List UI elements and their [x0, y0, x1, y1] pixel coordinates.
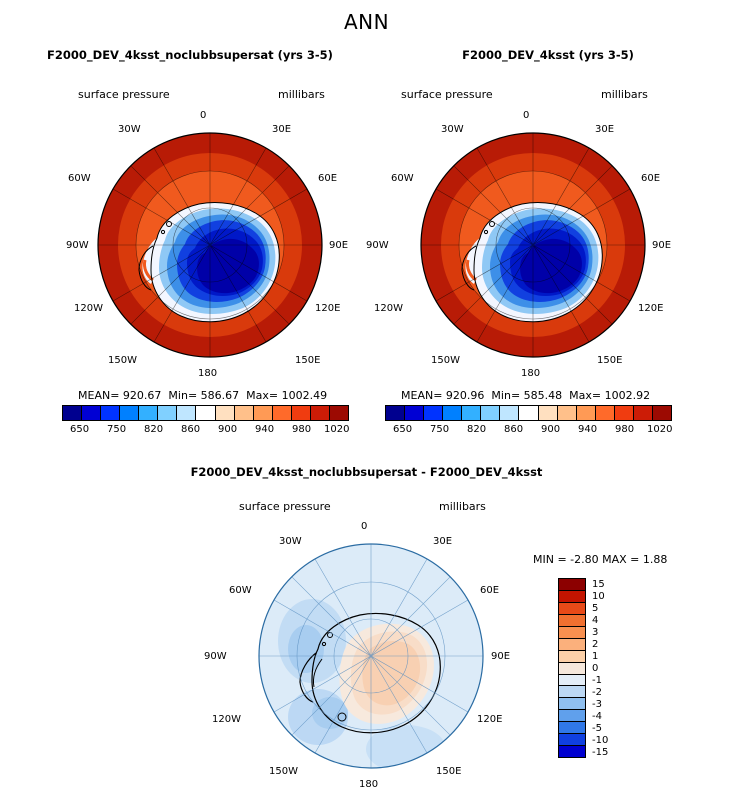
- colorbar-swatch: [558, 590, 586, 602]
- panel-1-lon-150W: 150W: [108, 355, 137, 366]
- panel-2-stats: [401, 389, 650, 402]
- colorbar-swatch: [538, 405, 557, 421]
- colorbar-swatch: [100, 405, 119, 421]
- diff-lon-120E: 120E: [477, 714, 503, 725]
- panel-2-lon-30W: 30W: [441, 124, 464, 135]
- diff-panel-stats: MIN = -2.80 MAX = 1.88: [533, 553, 668, 566]
- diff-panel-map[interactable]: [256, 531, 486, 781]
- tick-label: 650: [70, 424, 90, 435]
- panel-2-colorbar[interactable]: [385, 405, 672, 421]
- diff-right-label: millibars: [439, 500, 486, 513]
- colorbar-swatch: [558, 733, 586, 745]
- tick-label: 5: [592, 602, 599, 614]
- tick-label: 1: [592, 650, 599, 662]
- tick-label: 0: [592, 662, 599, 674]
- panel-2-max-label: Max=: [569, 389, 602, 402]
- diff-lon-120W: 120W: [212, 714, 241, 725]
- tick-label: 10: [592, 590, 605, 602]
- colorbar-swatch: [385, 405, 404, 421]
- panel-1-lon-120W: 120W: [74, 303, 103, 314]
- tick-label: -3: [592, 698, 602, 710]
- tick-label: 940: [578, 424, 598, 435]
- colorbar-swatch: [138, 405, 157, 421]
- panel-1-lon-30E: 30E: [272, 124, 292, 135]
- colorbar-swatch: [480, 405, 499, 421]
- panel-1-colorbar[interactable]: [62, 405, 349, 421]
- colorbar-swatch: [234, 405, 253, 421]
- tick-label: 4: [592, 614, 599, 626]
- colorbar-swatch: [329, 405, 349, 421]
- colorbar-swatch: [595, 405, 614, 421]
- panel-1-lon-120E: 120E: [315, 303, 341, 314]
- colorbar-swatch: [423, 405, 442, 421]
- colorbar-swatch: [558, 614, 586, 626]
- colorbar-swatch: [215, 405, 234, 421]
- tick-label: -1: [592, 674, 602, 686]
- panel-1-lon-60W: 60W: [68, 173, 91, 184]
- colorbar-swatch: [558, 662, 586, 674]
- colorbar-swatch: [558, 578, 586, 590]
- tick-label: -15: [592, 746, 609, 758]
- colorbar-swatch: [558, 626, 586, 638]
- panel-2-map[interactable]: [418, 120, 648, 370]
- colorbar-swatch: [157, 405, 176, 421]
- panel-1-max-label: Max=: [246, 389, 279, 402]
- panel-2-lon-120W: 120W: [374, 303, 403, 314]
- panel-1-min-value: 586.67: [200, 389, 240, 402]
- panel-2-lon-0: 0: [523, 110, 530, 121]
- tick-label: 2: [592, 638, 599, 650]
- panel-2-lon-120E: 120E: [638, 303, 664, 314]
- diff-lon-90W: 90W: [204, 651, 227, 662]
- tick-label: 900: [541, 424, 561, 435]
- diff-left-label: surface pressure: [239, 500, 331, 513]
- colorbar-swatch: [558, 674, 586, 686]
- colorbar-swatch: [652, 405, 672, 421]
- colorbar-swatch: [558, 685, 586, 697]
- colorbar-swatch: [272, 405, 291, 421]
- panel-2-right-label: millibars: [601, 88, 648, 101]
- colorbar-swatch: [404, 405, 423, 421]
- tick-label: 980: [615, 424, 635, 435]
- panel-2-left-label: surface pressure: [401, 88, 493, 101]
- panel-2-lon-90W: 90W: [366, 240, 389, 251]
- panel-2-lon-60E: 60E: [641, 173, 661, 184]
- panel-1-right-label: millibars: [278, 88, 325, 101]
- panel-1-lon-30W: 30W: [118, 124, 141, 135]
- colorbar-swatch: [614, 405, 633, 421]
- panel-1-lon-60E: 60E: [318, 173, 338, 184]
- diff-lon-90E: 90E: [491, 651, 511, 662]
- panel-2-mean-label: MEAN=: [401, 389, 443, 402]
- diff-lon-30W: 30W: [279, 536, 302, 547]
- tick-label: 750: [430, 424, 450, 435]
- diff-lon-60W: 60W: [229, 585, 252, 596]
- colorbar-swatch: [461, 405, 480, 421]
- tick-label: -10: [592, 734, 609, 746]
- colorbar-swatch: [558, 721, 586, 733]
- tick-label: 650: [393, 424, 413, 435]
- panel-2-lon-30E: 30E: [595, 124, 615, 135]
- colorbar-swatch: [558, 697, 586, 709]
- panel-1-lon-90W: 90W: [66, 240, 89, 251]
- tick-label: -4: [592, 710, 602, 722]
- tick-label: 750: [107, 424, 127, 435]
- panel-1-lon-90E: 90E: [329, 240, 349, 251]
- tick-label: 1020: [647, 424, 673, 435]
- panel-2-min-value: 585.48: [523, 389, 563, 402]
- panel-2-title: F2000_DEV_4ksst (yrs 3-5): [462, 48, 634, 62]
- colorbar-swatch: [310, 405, 329, 421]
- diff-lon-150W: 150W: [269, 766, 298, 777]
- diff-lon-60E: 60E: [480, 585, 500, 596]
- colorbar-swatch: [62, 405, 81, 421]
- colorbar-swatch: [195, 405, 214, 421]
- panel-2-max-value: 1002.92: [604, 389, 651, 402]
- tick-label: 820: [467, 424, 487, 435]
- diff-lon-150E: 150E: [436, 766, 462, 777]
- tick-label: 860: [504, 424, 524, 435]
- colorbar-swatch: [518, 405, 537, 421]
- tick-label: -5: [592, 722, 602, 734]
- tick-label: 900: [218, 424, 238, 435]
- colorbar-swatch: [119, 405, 138, 421]
- tick-label: 940: [255, 424, 275, 435]
- tick-label: 3: [592, 626, 599, 638]
- panel-1-colorbar-ticks: [62, 424, 349, 438]
- panel-1-max-value: 1002.49: [281, 389, 328, 402]
- panel-1-lon-0: 0: [200, 110, 207, 121]
- panel-1-lon-180: 180: [198, 368, 218, 379]
- diff-panel-title: F2000_DEV_4ksst_noclubbsupersat - F2000_DEV_4ksst: [190, 465, 543, 479]
- panel-2-min-label: Min=: [491, 389, 521, 402]
- panel-1-left-label: surface pressure: [78, 88, 170, 101]
- colorbar-swatch: [442, 405, 461, 421]
- colorbar-swatch: [558, 709, 586, 721]
- panel-1-lon-150E: 150E: [295, 355, 321, 366]
- tick-label: 1020: [324, 424, 350, 435]
- colorbar-swatch: [557, 405, 576, 421]
- panel-1-min-label: Min=: [168, 389, 198, 402]
- tick-label: 860: [181, 424, 201, 435]
- colorbar-swatch: [633, 405, 652, 421]
- panel-1-map[interactable]: [95, 120, 325, 370]
- colorbar-swatch: [81, 405, 100, 421]
- colorbar-swatch: [291, 405, 310, 421]
- diff-colorbar-labels: [592, 578, 626, 758]
- colorbar-swatch: [558, 745, 586, 758]
- panel-1-title: F2000_DEV_4ksst_noclubbsupersat (yrs 3-5): [47, 48, 333, 62]
- diff-lon-180: 180: [359, 779, 379, 790]
- panel-2-lon-150W: 150W: [431, 355, 460, 366]
- colorbar-swatch: [176, 405, 195, 421]
- panel-1-mean-label: MEAN=: [78, 389, 120, 402]
- panel-2-lon-180: 180: [521, 368, 541, 379]
- panel-2-lon-60W: 60W: [391, 173, 414, 184]
- tick-label: 820: [144, 424, 164, 435]
- colorbar-swatch: [558, 638, 586, 650]
- tick-label: -2: [592, 686, 602, 698]
- panel-2-mean-value: 920.96: [445, 389, 485, 402]
- diff-lon-0: 0: [361, 521, 368, 532]
- diff-colorbar[interactable]: [558, 578, 586, 758]
- panel-2-lon-150E: 150E: [597, 355, 623, 366]
- tick-label: 980: [292, 424, 312, 435]
- diff-lon-30E: 30E: [433, 536, 453, 547]
- colorbar-swatch: [558, 602, 586, 614]
- colorbar-swatch: [576, 405, 595, 421]
- colorbar-swatch: [558, 650, 586, 662]
- tick-label: 15: [592, 578, 605, 590]
- panel-1-stats: [78, 389, 327, 402]
- panel-2-lon-90E: 90E: [652, 240, 672, 251]
- panel-1-mean-value: 920.67: [122, 389, 162, 402]
- colorbar-swatch: [499, 405, 518, 421]
- panel-2-colorbar-ticks: [385, 424, 672, 438]
- colorbar-swatch: [253, 405, 272, 421]
- figure-super-title: ANN: [343, 10, 390, 34]
